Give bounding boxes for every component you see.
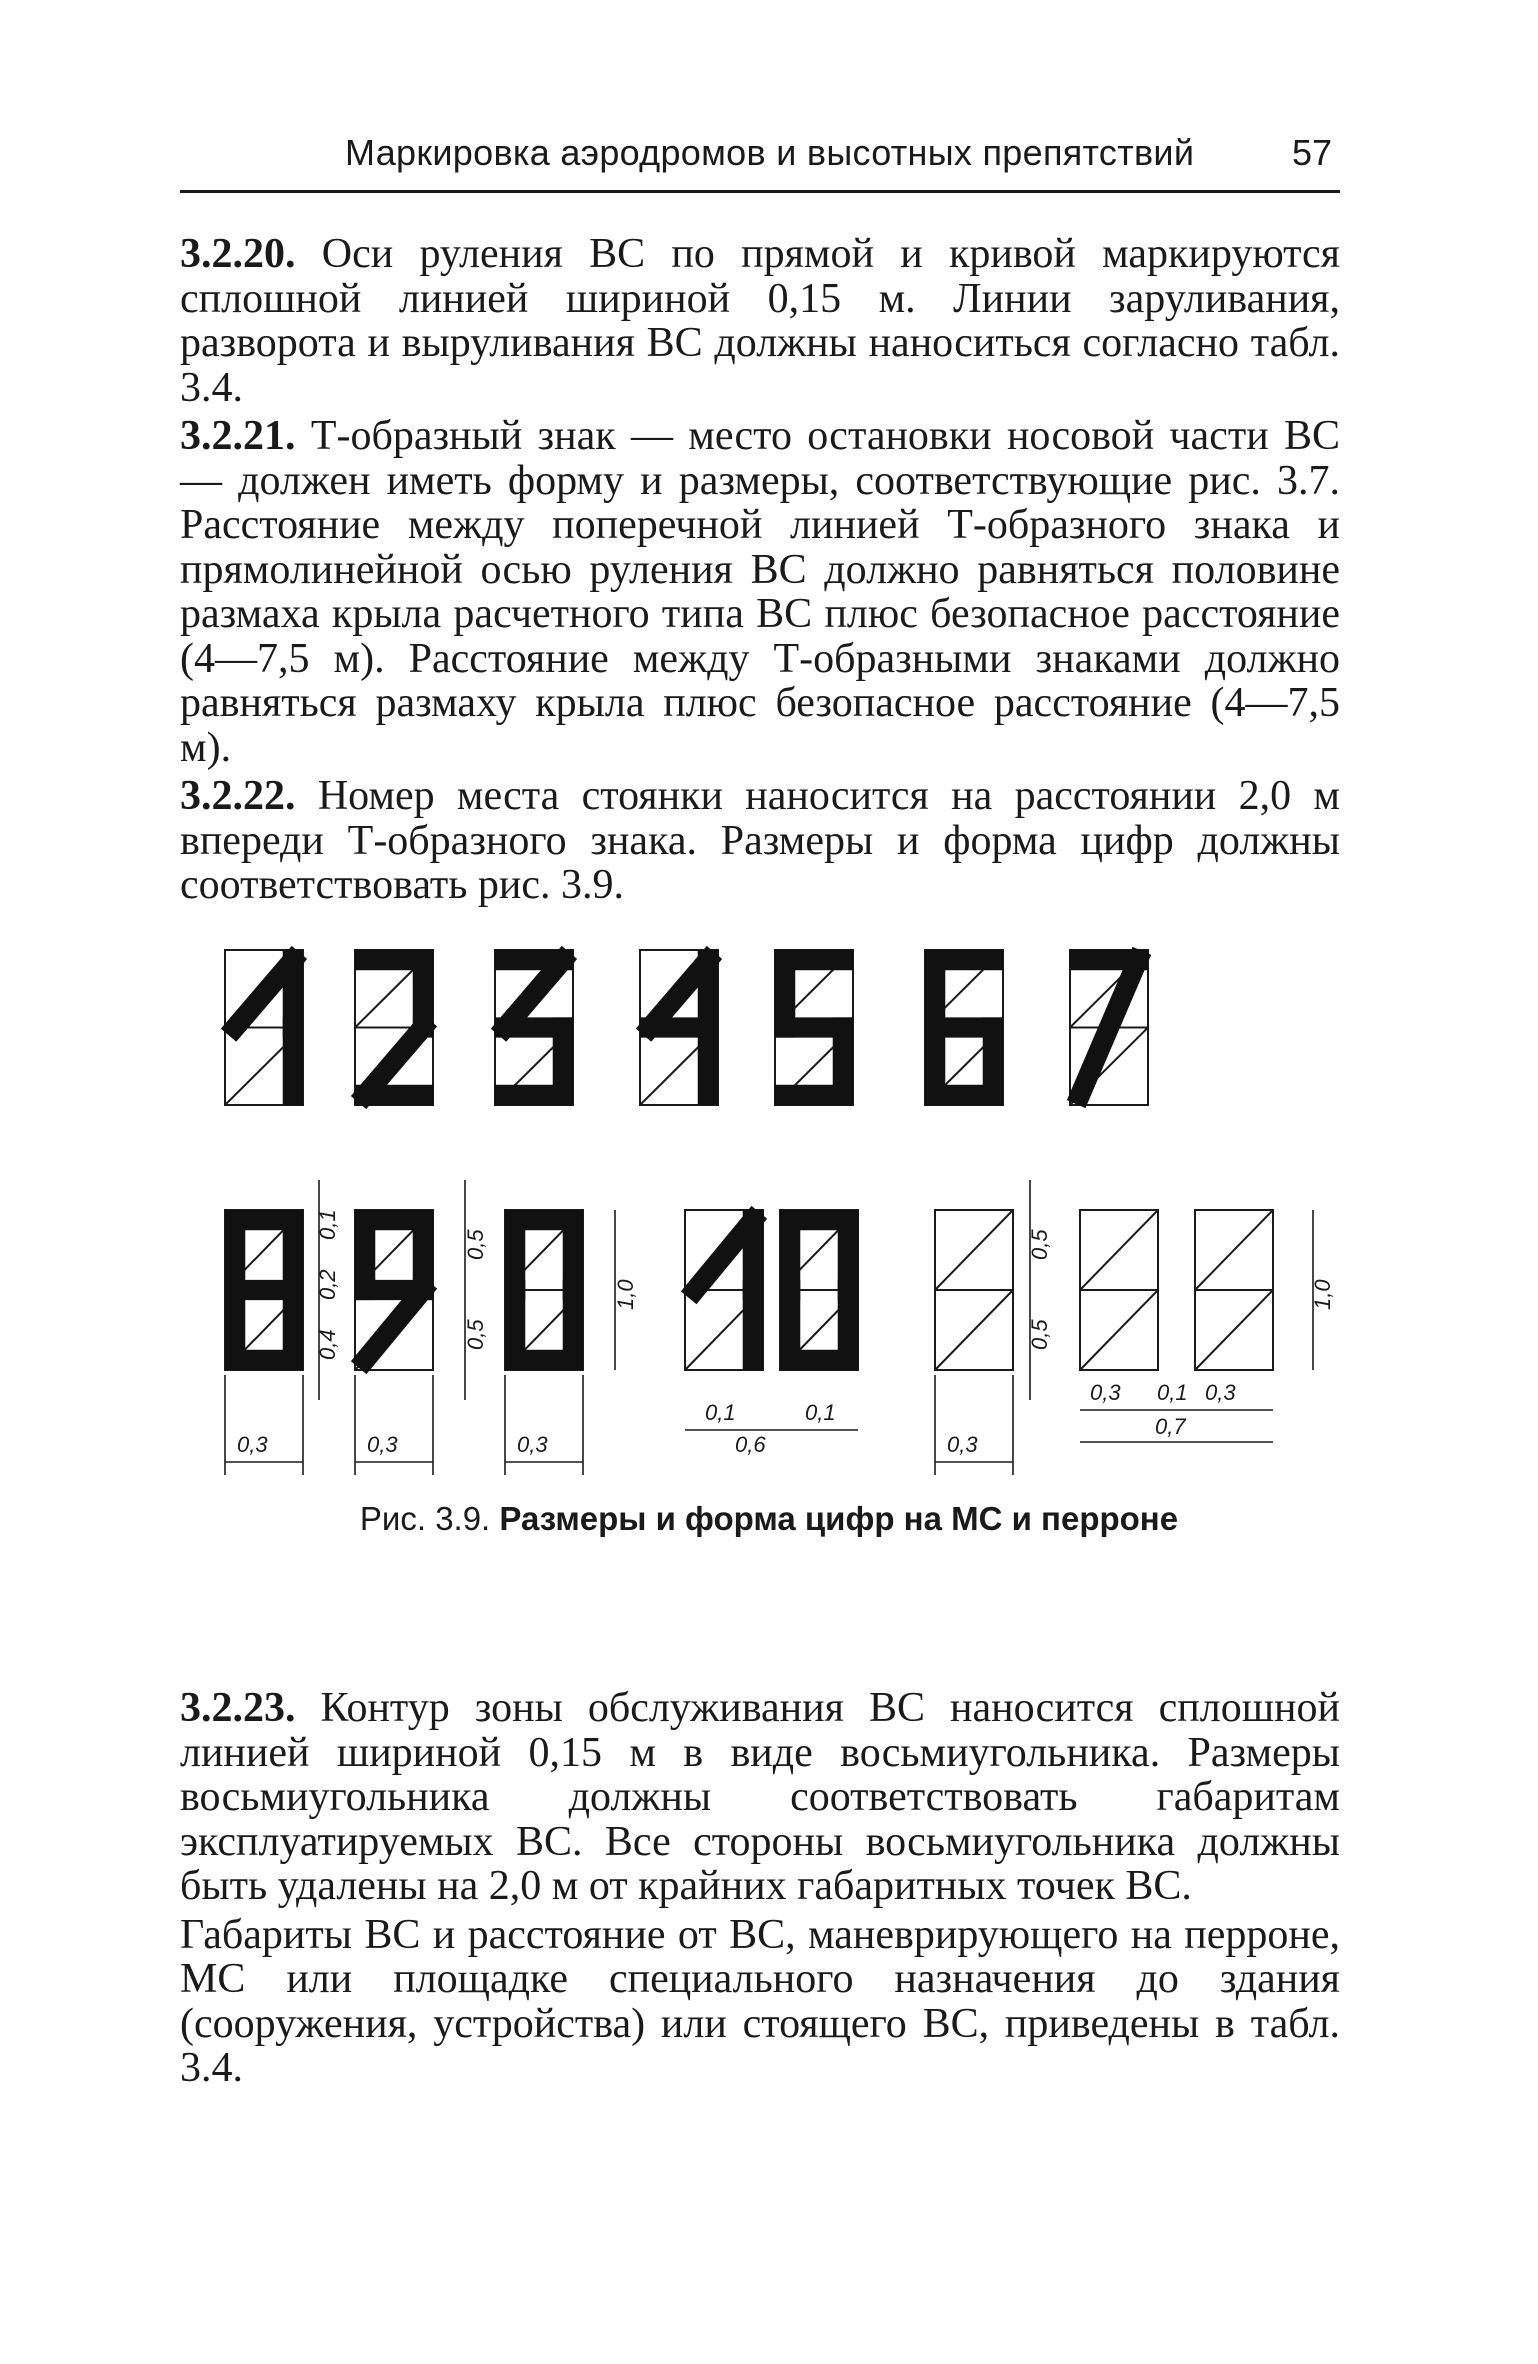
paragraph-text: Габариты ВС и расстояние от ВС, маневрирующего на перроне, МС или площадке специального назначения до здания (сооружения, устройства) или стоящего ВС, приведены в табл. 3.4.: [180, 1911, 1340, 2091]
digit-7: [1070, 950, 1148, 1105]
digit-grid-diagonal: [1195, 1290, 1273, 1370]
running-title: Маркировка аэродромов и высотных препятствий: [345, 132, 1195, 173]
text-block-bottom: [180, 1686, 1340, 2095]
digit-2: [355, 950, 433, 1105]
dimension-label-0-3: 0,3: [947, 1432, 978, 1457]
dimension-label-0-1: 0,1: [705, 1400, 736, 1425]
paragraph-3-2-21: [180, 414, 1340, 770]
paragraph-text: Контур зоны обслуживания ВС наносится сплошной линией шириной 0,15 м в виде восьмиугольника. Размеры восьмиугольника должны соответствовать габаритам эксплуатируемых ВС. Все стороны восьмиугольника должны быть удалены на 2,0 м от крайних габаритных точек ВС.: [180, 1685, 1340, 1909]
empty-grid-cell: [1195, 1210, 1273, 1370]
digit-1: [225, 950, 303, 1105]
paragraph-number: 3.2.20.: [180, 231, 296, 277]
figure-3-9: [195, 930, 1345, 1490]
dimension-label-0-5: 0,5: [1027, 1229, 1052, 1260]
text-block-top: [180, 232, 1340, 912]
dimension-label-0-6: 0,6: [735, 1432, 766, 1457]
digit-3: [495, 950, 573, 1105]
dimension-label-0-5: 0,5: [463, 1229, 488, 1260]
dimension-label-1-0: 1,0: [613, 1279, 638, 1310]
digits-row-2: [225, 1210, 1273, 1370]
dimension-label-0-3: 0,3: [517, 1432, 548, 1457]
digit-grid-diagonal: [935, 1210, 1013, 1290]
dimension-label-0-5: 0,5: [463, 1319, 488, 1350]
dimension-label-1-0: 1,0: [1310, 1279, 1335, 1310]
digit-4: [640, 950, 718, 1105]
paragraph-text: Т-образный знак — место остановки носовой части ВС — должен иметь форму и размеры, соответствующие рис. 3.7. Расстояние между поперечной линией Т-образного знака и прямолинейной осью руления ВС должно равняться половине размаха крыла расчетного типа ВС плюс безопасное расстояние (4—7,5 м). Расстояние между Т-образными знаками должно равняться размаху крыла плюс безопасное расстояние (4—7,5 м).: [180, 413, 1341, 771]
digit-10-zero: [780, 1210, 858, 1370]
digit-9: [355, 1210, 433, 1370]
digit-grid-diagonal: [1080, 1290, 1158, 1370]
paragraph-number: 3.2.22.: [180, 773, 296, 819]
page-number: 57: [1291, 132, 1332, 173]
paragraph-number: 3.2.23.: [180, 1685, 296, 1731]
digit-0: [505, 1210, 583, 1370]
caption-label: Рис. 3.9.: [359, 1500, 491, 1537]
paragraph-text: Номер места стоянки наносится на расстоянии 2,0 м впереди Т-образного знака. Размеры и форма цифр должны соответствовать рис. 3.9.: [180, 773, 1340, 908]
figure-caption: [0, 1500, 1538, 1538]
empty-grid-cell: [1080, 1210, 1158, 1370]
paragraph-text: Оси руления ВС по прямой и кривой маркируются сплошной линией шириной 0,15 м. Линии заруливания, разворота и выруливания ВС должны наноситься согласно табл. 3.4.: [180, 231, 1340, 411]
paragraph-3-2-20: [180, 232, 1340, 410]
digits-row-1: [225, 950, 1148, 1105]
dimension-label-0-1: 0,1: [315, 1209, 340, 1240]
paragraph-number: 3.2.21.: [180, 413, 296, 459]
digit-grid-diagonal: [935, 1290, 1013, 1370]
digit-6: [925, 950, 1003, 1105]
dimension-label-0-3: 0,3: [367, 1432, 398, 1457]
dimension-label-0-3: 0,3: [1090, 1380, 1121, 1405]
dimension-label-0-3: 0,3: [237, 1432, 268, 1457]
dimension-label-0-1: 0,1: [1157, 1380, 1188, 1405]
digit-grid-diagonal: [1195, 1210, 1273, 1290]
dimension-label-0-3: 0,3: [1205, 1380, 1236, 1405]
dimension-label-0-7: 0,7: [1155, 1414, 1186, 1439]
paragraph-3-2-22: [180, 774, 1340, 908]
digit-5: [775, 950, 853, 1105]
caption-text: Размеры и форма цифр на МС и перроне: [499, 1500, 1179, 1537]
digit-stroke: [365, 1290, 423, 1360]
dimension-label-0-2: 0,2: [315, 1269, 340, 1300]
digit-8: [225, 1210, 303, 1370]
running-header: [180, 128, 1340, 193]
dimension-label-0-1: 0,1: [805, 1400, 836, 1425]
dimension-label-0-5: 0,5: [1027, 1319, 1052, 1350]
paragraph-gabarity: [180, 1913, 1340, 2091]
dimension-label-0-4: 0,4: [315, 1329, 340, 1360]
digit-10-one: [685, 1210, 763, 1370]
digit-grid-diagonal: [1080, 1210, 1158, 1290]
empty-grid-cell: [935, 1210, 1013, 1370]
digits-diagram: [195, 930, 1345, 1490]
paragraph-3-2-23: [180, 1686, 1340, 1909]
